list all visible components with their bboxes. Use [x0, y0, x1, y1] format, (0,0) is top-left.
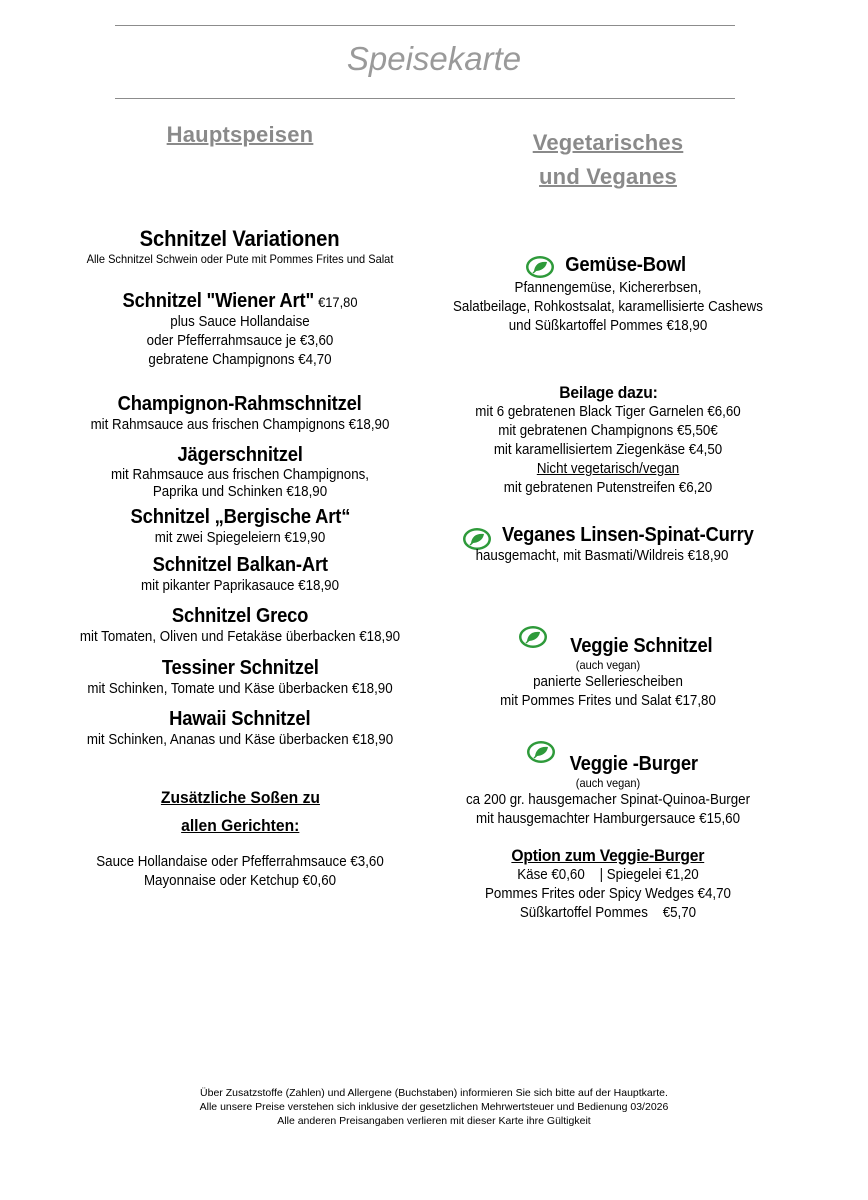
variations-title: Schnitzel Variationen [140, 226, 340, 251]
item-desc-line: mit Tomaten, Oliven und Fetakäse überbacken €18,90 [79, 629, 401, 645]
beilage-line: mit gebratenen Champignons €5,50€ [498, 423, 718, 439]
vegan-leaf-icon [526, 740, 556, 764]
menu-item [60, 393, 420, 435]
item-desc-line: Paprika und Schinken €18,90 [152, 484, 328, 500]
item-desc-line: Pfannengemüse, Kichererbsen, [514, 279, 702, 296]
menu-item [60, 605, 420, 647]
menu-item-veggie-schnitzel [428, 622, 788, 711]
beilage-title: Beilage dazu: [558, 383, 658, 402]
item-subtitle: (auch vegan) [575, 776, 641, 790]
menu-item-veggie-burger [428, 737, 788, 829]
option-line: Käse €0,60 | Spiegelei €1,20 [517, 867, 699, 883]
page-title: Speisekarte [346, 40, 522, 77]
item-desc-line: gebratene Champignons €4,70 [148, 352, 332, 368]
footer-notes [0, 1086, 868, 1128]
menu-item [60, 708, 420, 750]
item-desc-line: Salatbeilage, Rohkostsalat, karamellisierte Cashews [453, 298, 763, 315]
item-subtitle: (auch vegan) [575, 658, 641, 672]
item-name: Veggie -Burger [569, 753, 699, 775]
option-line: Pommes Frites oder Spicy Wedges €4,70 [485, 886, 731, 902]
sauces-heading-block [60, 784, 420, 840]
item-name: Tessiner Schnitzel [161, 657, 319, 679]
hauptspeisen-heading-block [60, 118, 420, 152]
option-title: Option zum Veggie-Burger [511, 846, 705, 865]
sauces-list [60, 853, 420, 891]
item-desc-line: und Süßkartoffel Pommes €18,90 [508, 317, 708, 334]
beilage-line: mit karamellisiertem Ziegenkäse €4,50 [493, 442, 723, 458]
sauces-heading-line: Zusätzliche Soßen zu [160, 788, 320, 807]
sauce-line: Mayonnaise oder Ketchup €0,60 [143, 873, 337, 889]
item-desc-line: hausgemacht, mit Basmati/Wildreis €18,90 [475, 548, 729, 564]
beilage-line: mit gebratenen Putenstreifen €6,20 [503, 480, 713, 496]
top-divider [115, 25, 735, 26]
item-desc-line: ca 200 gr. hausgemacher Spinat-Quinoa-Burger [465, 792, 751, 808]
menu-item [60, 506, 420, 548]
vegetarisch-heading-block [428, 126, 788, 194]
item-name: Veganes Linsen-Spinat-Curry [502, 524, 754, 546]
item-name: Jägerschnitzel [177, 444, 303, 466]
title-divider [115, 98, 735, 99]
item-desc-line: plus Sauce Hollandaise [170, 314, 310, 330]
menu-item-curry [440, 524, 780, 566]
item-name: Veggie Schnitzel [569, 635, 713, 657]
menu-item [60, 554, 420, 596]
beilage-line: mit 6 gebratenen Black Tiger Garnelen €6,60 [475, 404, 741, 420]
item-desc-line: mit hausgemachter Hamburgersauce €15,60 [476, 811, 740, 827]
item-price: €17,80 [318, 294, 358, 310]
item-desc-line: mit Rahmsauce aus frischen Champignons €18,90 [90, 417, 390, 433]
item-name: Schnitzel Balkan-Art [152, 554, 328, 576]
section-heading-vegetarisch: Vegetarisches [532, 130, 684, 155]
menu-item [60, 657, 420, 699]
item-desc-line: panierte Selleriescheiben [533, 674, 683, 690]
item-desc-line: mit Schinken, Ananas und Käse überbacken €18,90 [86, 732, 394, 748]
menu-item-wiener [60, 290, 420, 370]
beilage-note: Nicht vegetarisch/vegan [536, 461, 680, 477]
item-desc-line: mit Rahmsauce aus frischen Champignons, [110, 467, 370, 483]
section-heading-vegan: und Veganes [539, 164, 677, 189]
variations-note: Alle Schnitzel Schwein oder Pute mit Pommes Frites und Salat [86, 252, 394, 266]
schnitzel-variations-block [60, 226, 420, 267]
menu-item [60, 444, 420, 501]
item-desc-line: mit pikanter Paprikasauce €18,90 [140, 578, 340, 594]
item-name: Schnitzel Greco [171, 605, 309, 627]
item-name: Schnitzel „Bergische Art“ [130, 506, 350, 528]
sauce-line: Sauce Hollandaise oder Pfefferrahmsauce €3,60 [96, 854, 384, 870]
menu-item-gemuese-bowl [428, 246, 788, 336]
beilage-block [428, 383, 788, 498]
option-line: Süßkartoffel Pommes €5,70 [519, 905, 697, 921]
footer-line: Über Zusatzstoffe (Zahlen) und Allergene (Buchstaben) informieren Sie sich bitte auf der Hauptkarte. [200, 1087, 668, 1099]
veggie-burger-options [428, 846, 788, 923]
item-desc-line: oder Pfefferrahmsauce je €3,60 [146, 333, 334, 349]
footer-line: Alle unsere Preise verstehen sich inklusive der gesetzlichen Mehrwertsteuer und Bedienung 03/2026 [199, 1101, 669, 1113]
footer-line: Alle anderen Preisangaben verlieren mit dieser Karte ihre Gültigkeit [277, 1115, 591, 1127]
item-desc-line: mit Schinken, Tomate und Käse überbacken €18,90 [87, 681, 393, 697]
section-heading-hauptspeisen: Hauptspeisen [166, 122, 314, 147]
item-name: Hawaii Schnitzel [169, 708, 311, 730]
item-name: Gemüse-Bowl [564, 254, 686, 276]
sauces-heading-line: allen Gerichten: [180, 816, 300, 835]
item-name: Schnitzel "Wiener Art" [122, 290, 314, 312]
item-desc-line: mit Pommes Frites und Salat €17,80 [500, 693, 716, 709]
vegan-leaf-icon [525, 255, 555, 279]
vegan-leaf-icon [518, 625, 548, 649]
item-desc-line: mit zwei Spiegeleiern €19,90 [154, 530, 326, 546]
item-name: Champignon-Rahmschnitzel [117, 393, 363, 415]
